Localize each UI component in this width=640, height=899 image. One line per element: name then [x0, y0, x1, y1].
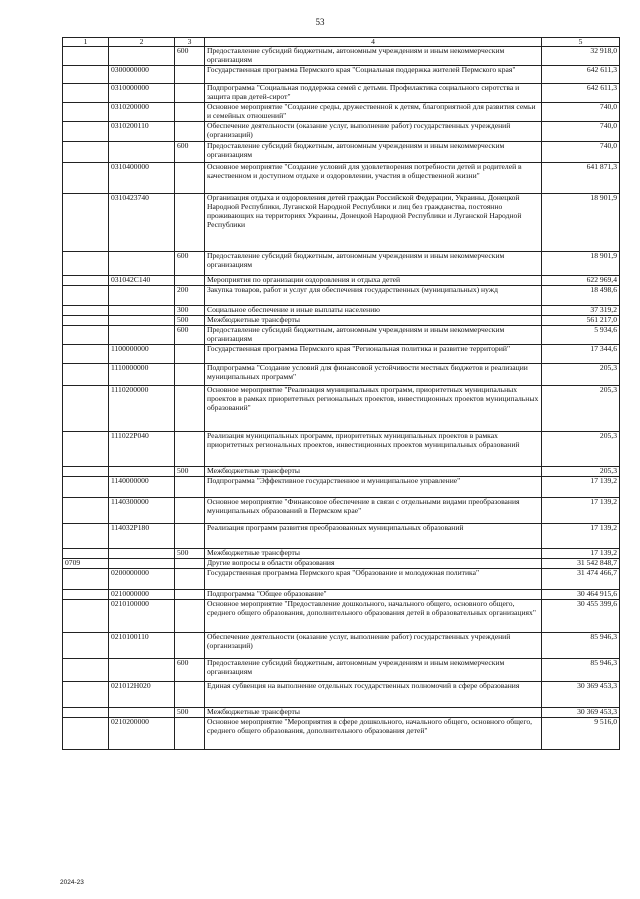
amount-cell: 32 918,0: [542, 47, 620, 66]
section-code-cell: [63, 599, 109, 632]
table-row: [63, 65, 620, 83]
table-row: [63, 363, 620, 385]
target-article-cell: 0210100000: [109, 599, 175, 632]
item-name-cell: Основное мероприятие "Мероприятия в сфере дошкольного, начального общего, основного общего, среднего общего образования, дополнительного образования детей": [205, 717, 542, 749]
expense-type-cell: 600: [175, 658, 205, 681]
section-code-cell: [63, 162, 109, 193]
expense-type-cell: [175, 632, 205, 658]
item-name-cell: Основное мероприятие "Финансовое обеспечение в связи с отдельными видами преобразования муниципальных образований в Пермском крае": [205, 497, 542, 523]
table-row: [63, 285, 620, 305]
table-row: [63, 466, 620, 476]
item-name-cell: Подпрограмма "Общее образование": [205, 589, 542, 599]
section-code-cell: [63, 589, 109, 599]
amount-cell: 205,3: [542, 466, 620, 476]
section-code-cell: [63, 476, 109, 497]
expense-type-cell: [175, 363, 205, 385]
table-row: [63, 385, 620, 431]
section-code-cell: [63, 251, 109, 275]
table-row: [63, 315, 620, 325]
section-code-cell: 0709: [63, 558, 109, 568]
target-article-cell: [109, 707, 175, 717]
header-cell-name: 4: [205, 38, 542, 47]
target-article-cell: 0310000000: [109, 83, 175, 102]
amount-cell: 85 946,3: [542, 658, 620, 681]
expense-type-cell: 500: [175, 548, 205, 558]
amount-cell: 561 217,0: [542, 315, 620, 325]
table-row: [63, 632, 620, 658]
target-article-cell: [109, 141, 175, 162]
amount-cell: 5 934,6: [542, 325, 620, 344]
item-name-cell: Подпрограмма "Социальная поддержка семей с детьми. Профилактика социального сиротства и защита прав детей-сирот": [205, 83, 542, 102]
table-row: [63, 717, 620, 749]
expense-type-cell: [175, 717, 205, 749]
target-article-cell: 0300000000: [109, 65, 175, 83]
target-article-cell: [109, 558, 175, 568]
item-name-cell: Другие вопросы в области образования: [205, 558, 542, 568]
table-header-row: [63, 38, 620, 47]
table-row: [63, 141, 620, 162]
amount-cell: 30 369 453,3: [542, 681, 620, 707]
amount-cell: 85 946,3: [542, 632, 620, 658]
item-name-cell: Обеспечение деятельности (оказание услуг, выполнение работ) государственных учреждений (организаций): [205, 632, 542, 658]
target-article-cell: [109, 325, 175, 344]
expense-type-cell: [175, 558, 205, 568]
item-name-cell: Обеспечение деятельности (оказание услуг, выполнение работ) государственных учреждений (организаций): [205, 121, 542, 141]
header-cell-sum: 5: [542, 38, 620, 47]
item-name-cell: Единая субвенция на выполнение отдельных государственных полномочий в сфере образования: [205, 681, 542, 707]
section-code-cell: [63, 275, 109, 285]
section-code-cell: [63, 523, 109, 548]
section-code-cell: [63, 385, 109, 431]
amount-cell: 205,3: [542, 385, 620, 431]
item-name-cell: Основное мероприятие "Предоставление дошкольного, начального общего, основного общего, среднего общего образования, дополнительного образования детей в образовательных организациях": [205, 599, 542, 632]
expense-type-cell: [175, 599, 205, 632]
target-article-cell: [109, 305, 175, 315]
table-row: [63, 121, 620, 141]
table-row: [63, 476, 620, 497]
item-name-cell: Межбюджетные трансферты: [205, 466, 542, 476]
table-row: [63, 47, 620, 66]
target-article-cell: 0310200000: [109, 102, 175, 121]
item-name-cell: Межбюджетные трансферты: [205, 707, 542, 717]
amount-cell: 18 901,9: [542, 251, 620, 275]
target-article-cell: 1140000000: [109, 476, 175, 497]
table-row: [63, 568, 620, 589]
expense-type-cell: [175, 681, 205, 707]
expense-type-cell: [175, 162, 205, 193]
table-row: [63, 275, 620, 285]
item-name-cell: Основное мероприятие "Создание условий для удовлетворения потребности детей и родителей в качественном и доступном отдыхе и оздоровлении, участия в общественной жизни": [205, 162, 542, 193]
header-cell-vr: 3: [175, 38, 205, 47]
table-row: [63, 193, 620, 251]
section-code-cell: [63, 548, 109, 558]
item-name-cell: Государственная программа Пермского края "Социальная поддержка жителей Пермского края": [205, 65, 542, 83]
amount-cell: 18 901,9: [542, 193, 620, 251]
item-name-cell: Реализация муниципальных программ, приоритетных муниципальных проектов в рамках приоритетных региональных проектов, инвестиционных проектов муниципальных образований: [205, 431, 542, 466]
amount-cell: 31 542 848,7: [542, 558, 620, 568]
table-row: [63, 658, 620, 681]
target-article-cell: [109, 548, 175, 558]
item-name-cell: Предоставление субсидий бюджетным, автономным учреждениям и иным некоммерческим организациям: [205, 47, 542, 66]
table-row: [63, 83, 620, 102]
item-name-cell: Реализация программ развития преобразованных муниципальных образований: [205, 523, 542, 548]
item-name-cell: Предоставление субсидий бюджетным, автономным учреждениям и иным некоммерческим организациям: [205, 658, 542, 681]
item-name-cell: Предоставление субсидий бюджетным, автономным учреждениям и иным некоммерческим организациям: [205, 325, 542, 344]
section-code-cell: [63, 707, 109, 717]
section-code-cell: [63, 315, 109, 325]
item-name-cell: Организация отдыха и оздоровления детей граждан Российской Федерации, Украины, Донецкой Народной Республики, Луганской Народной Республики и лиц без гражданства, постоянно проживающих на территориях Украины, Донецкой Народной Республики и Луганской Народной Республики: [205, 193, 542, 251]
amount-cell: 205,3: [542, 363, 620, 385]
section-code-cell: [63, 363, 109, 385]
table-row: [63, 589, 620, 599]
amount-cell: 31 474 466,7: [542, 568, 620, 589]
section-code-cell: [63, 717, 109, 749]
expense-type-cell: 600: [175, 47, 205, 66]
amount-cell: 740,0: [542, 121, 620, 141]
amount-cell: 17 139,2: [542, 523, 620, 548]
item-name-cell: Межбюджетные трансферты: [205, 548, 542, 558]
expense-type-cell: [175, 589, 205, 599]
section-code-cell: [63, 466, 109, 476]
section-code-cell: [63, 325, 109, 344]
target-article-cell: [109, 47, 175, 66]
expense-type-cell: [175, 497, 205, 523]
expense-type-cell: 600: [175, 141, 205, 162]
budget-table-body: [63, 38, 620, 750]
expense-type-cell: 500: [175, 707, 205, 717]
amount-cell: 740,0: [542, 102, 620, 121]
section-code-cell: [63, 102, 109, 121]
table-row: [63, 251, 620, 275]
target-article-cell: 021012Н020: [109, 681, 175, 707]
target-article-cell: 1110000000: [109, 363, 175, 385]
expense-type-cell: [175, 344, 205, 363]
section-code-cell: [63, 193, 109, 251]
item-name-cell: Основное мероприятие "Реализация муниципальных программ, приоритетных муниципальных проектов в рамках приоритетных региональных проектов, инвестиционных проектов муниципальных образований": [205, 385, 542, 431]
target-article-cell: 0200000000: [109, 568, 175, 589]
amount-cell: 17 139,2: [542, 548, 620, 558]
target-article-cell: 1140300000: [109, 497, 175, 523]
section-code-cell: [63, 47, 109, 66]
table-row: [63, 558, 620, 568]
target-article-cell: 0310400000: [109, 162, 175, 193]
expense-type-cell: [175, 275, 205, 285]
table-row: [63, 523, 620, 548]
amount-cell: 37 319,2: [542, 305, 620, 315]
item-name-cell: Мероприятия по организации оздоровления и отдыха детей: [205, 275, 542, 285]
amount-cell: 30 464 915,6: [542, 589, 620, 599]
expense-type-cell: [175, 568, 205, 589]
target-article-cell: 0210200000: [109, 717, 175, 749]
section-code-cell: [63, 65, 109, 83]
expense-type-cell: [175, 193, 205, 251]
page-number: 53: [315, 17, 325, 27]
section-code-cell: [63, 568, 109, 589]
expense-type-cell: [175, 65, 205, 83]
section-code-cell: [63, 285, 109, 305]
target-article-cell: 0210100110: [109, 632, 175, 658]
expense-type-cell: 500: [175, 315, 205, 325]
amount-cell: 641 871,3: [542, 162, 620, 193]
amount-cell: 17 344,6: [542, 344, 620, 363]
table-row: [63, 344, 620, 363]
item-name-cell: Социальное обеспечение и иные выплаты населению: [205, 305, 542, 315]
item-name-cell: Государственная программа Пермского края "Региональная политика и развитие территорий": [205, 344, 542, 363]
table-row: [63, 707, 620, 717]
section-code-cell: [63, 497, 109, 523]
expense-type-cell: [175, 431, 205, 466]
expense-type-cell: 300: [175, 305, 205, 315]
section-code-cell: [63, 632, 109, 658]
amount-cell: 17 139,2: [542, 497, 620, 523]
amount-cell: 205,3: [542, 431, 620, 466]
item-name-cell: Закупка товаров, работ и услуг для обеспечения государственных (муниципальных) нужд: [205, 285, 542, 305]
header-cell-target: 2: [109, 38, 175, 47]
target-article-cell: [109, 466, 175, 476]
item-name-cell: Межбюджетные трансферты: [205, 315, 542, 325]
target-article-cell: 031042С140: [109, 275, 175, 285]
expense-type-cell: 600: [175, 251, 205, 275]
expense-type-cell: [175, 121, 205, 141]
expense-type-cell: [175, 523, 205, 548]
expense-type-cell: 600: [175, 325, 205, 344]
amount-cell: 17 139,2: [542, 476, 620, 497]
table-row: [63, 497, 620, 523]
item-name-cell: Государственная программа Пермского края "Образование и молодежная политика": [205, 568, 542, 589]
target-article-cell: 1110200000: [109, 385, 175, 431]
item-name-cell: Основное мероприятие "Создание среды, дружественной к детям, благоприятной для развития семьи и семейных отношений": [205, 102, 542, 121]
expense-type-cell: 200: [175, 285, 205, 305]
target-article-cell: [109, 285, 175, 305]
table-row: [63, 325, 620, 344]
table-row: [63, 102, 620, 121]
expense-type-cell: [175, 102, 205, 121]
amount-cell: 18 498,6: [542, 285, 620, 305]
target-article-cell: 111022Р040: [109, 431, 175, 466]
target-article-cell: [109, 315, 175, 325]
expense-type-cell: [175, 476, 205, 497]
target-article-cell: 0210000000: [109, 589, 175, 599]
table-row: [63, 599, 620, 632]
item-name-cell: Подпрограмма "Эффективное государственное и муниципальное управление": [205, 476, 542, 497]
section-code-cell: [63, 681, 109, 707]
item-name-cell: Подпрограмма "Создание условий для финансовой устойчивости местных бюджетов и реализации муниципальных программ": [205, 363, 542, 385]
budget-table: [62, 37, 620, 750]
target-article-cell: 0310200110: [109, 121, 175, 141]
target-article-cell: 0310423740: [109, 193, 175, 251]
section-code-cell: [63, 431, 109, 466]
table-row: [63, 681, 620, 707]
table-row: [63, 305, 620, 315]
amount-cell: 642 611,3: [542, 83, 620, 102]
table-row: [63, 162, 620, 193]
section-code-cell: [63, 141, 109, 162]
footer-document-code: 2024-23: [60, 879, 84, 886]
amount-cell: 30 369 453,3: [542, 707, 620, 717]
target-article-cell: 1100000000: [109, 344, 175, 363]
table-row: [63, 548, 620, 558]
amount-cell: 642 611,3: [542, 65, 620, 83]
target-article-cell: [109, 658, 175, 681]
table-row: [63, 431, 620, 466]
item-name-cell: Предоставление субсидий бюджетным, автономным учреждениям и иным некоммерческим организациям: [205, 251, 542, 275]
amount-cell: 622 969,4: [542, 275, 620, 285]
target-article-cell: 114032Р180: [109, 523, 175, 548]
section-code-cell: [63, 83, 109, 102]
expense-type-cell: 500: [175, 466, 205, 476]
section-code-cell: [63, 658, 109, 681]
item-name-cell: Предоставление субсидий бюджетным, автономным учреждениям и иным некоммерческим организациям: [205, 141, 542, 162]
expense-type-cell: [175, 83, 205, 102]
section-code-cell: [63, 344, 109, 363]
section-code-cell: [63, 305, 109, 315]
amount-cell: 740,0: [542, 141, 620, 162]
amount-cell: 30 455 399,6: [542, 599, 620, 632]
section-code-cell: [63, 121, 109, 141]
header-cell-section: 1: [63, 38, 109, 47]
amount-cell: 9 516,0: [542, 717, 620, 749]
expense-type-cell: [175, 385, 205, 431]
target-article-cell: [109, 251, 175, 275]
